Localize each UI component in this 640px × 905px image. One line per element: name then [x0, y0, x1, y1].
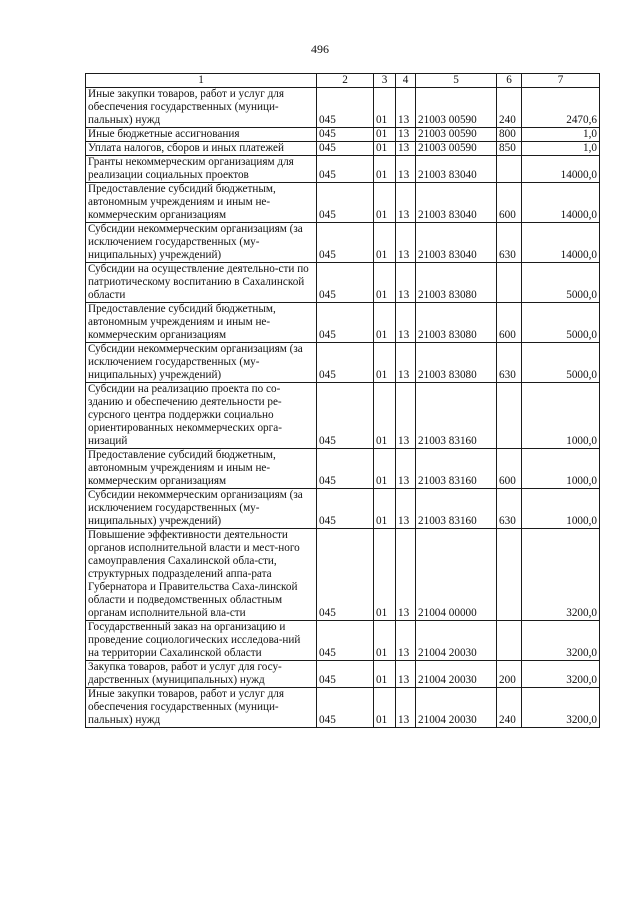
row-admin-code: 045 [317, 223, 374, 263]
row-section: 01 [374, 263, 396, 303]
row-expense-type: 800 [497, 128, 522, 142]
row-target-article: 21003 83160 [416, 489, 497, 529]
row-amount: 5000,0 [522, 343, 600, 383]
row-target-article: 21003 83080 [416, 343, 497, 383]
row-expense-type: 240 [497, 88, 522, 128]
row-target-article: 21004 20030 [416, 621, 497, 661]
table-row [86, 156, 600, 183]
row-section: 01 [374, 489, 396, 529]
row-section: 01 [374, 661, 396, 688]
row-name: Субсидии некоммерческим организациям (за исключением государственных (му-ниципальных) учреждений) [86, 343, 317, 383]
row-admin-code: 045 [317, 688, 374, 728]
table-row [86, 688, 600, 728]
row-name: Иные закупки товаров, работ и услуг для обеспечения государственных (муници-пальных) нужд [86, 88, 317, 128]
row-name: Субсидии на осуществление деятельно-сти по патриотическому воспитанию в Сахалинской области [86, 263, 317, 303]
row-expense-type: 600 [497, 303, 522, 343]
row-name: Предоставление субсидий бюджетным, автономным учреждениям и иным не-коммерческим организациям [86, 303, 317, 343]
table-row [86, 489, 600, 529]
row-target-article: 21003 83040 [416, 183, 497, 223]
row-admin-code: 045 [317, 661, 374, 688]
row-subsection: 13 [396, 128, 416, 142]
row-name: Закупка товаров, работ и услуг для госу-дарственных (муниципальных) нужд [86, 661, 317, 688]
row-name: Иные бюджетные ассигнования [86, 128, 317, 142]
row-section: 01 [374, 183, 396, 223]
row-expense-type: 600 [497, 183, 522, 223]
table-row [86, 529, 600, 621]
row-target-article: 21003 83160 [416, 383, 497, 449]
header-col-2: 2 [317, 74, 374, 88]
header-col-6: 6 [497, 74, 522, 88]
row-admin-code: 045 [317, 303, 374, 343]
row-subsection: 13 [396, 88, 416, 128]
row-name: Государственный заказ на организацию и проведение социологических исследова-ний на территории Сахалинской области [86, 621, 317, 661]
row-admin-code: 045 [317, 263, 374, 303]
row-target-article: 21003 83080 [416, 303, 497, 343]
row-amount: 14000,0 [522, 156, 600, 183]
row-target-article: 21003 83080 [416, 263, 497, 303]
header-col-1: 1 [86, 74, 317, 88]
row-expense-type: 600 [497, 449, 522, 489]
header-col-5: 5 [416, 74, 497, 88]
row-expense-type: 630 [497, 343, 522, 383]
row-admin-code: 045 [317, 183, 374, 223]
row-expense-type [497, 383, 522, 449]
table-row [86, 263, 600, 303]
row-section: 01 [374, 343, 396, 383]
row-section: 01 [374, 529, 396, 621]
row-admin-code: 045 [317, 489, 374, 529]
table-row [86, 88, 600, 128]
row-amount: 1,0 [522, 142, 600, 156]
row-amount: 1,0 [522, 128, 600, 142]
row-admin-code: 045 [317, 449, 374, 489]
row-expense-type: 200 [497, 661, 522, 688]
row-name: Субсидии некоммерческим организациям (за исключением государственных (му-ниципальных) учреждений) [86, 223, 317, 263]
row-amount: 1000,0 [522, 489, 600, 529]
row-target-article: 21004 20030 [416, 661, 497, 688]
row-name: Гранты некоммерческим организациям для реализации социальных проектов [86, 156, 317, 183]
row-admin-code: 045 [317, 621, 374, 661]
table-row [86, 223, 600, 263]
row-target-article: 21003 83040 [416, 223, 497, 263]
row-target-article: 21004 00000 [416, 529, 497, 621]
table-row [86, 343, 600, 383]
row-subsection: 13 [396, 343, 416, 383]
row-target-article: 21003 00590 [416, 142, 497, 156]
page-number: 496 [311, 42, 329, 56]
row-subsection: 13 [396, 183, 416, 223]
row-section: 01 [374, 383, 396, 449]
row-name: Предоставление субсидий бюджетным, автономным учреждениям и иным не-коммерческим организациям [86, 183, 317, 223]
row-target-article: 21003 00590 [416, 88, 497, 128]
row-section: 01 [374, 621, 396, 661]
header-col-3: 3 [374, 74, 396, 88]
row-target-article: 21004 20030 [416, 688, 497, 728]
table-row [86, 128, 600, 142]
row-name: Субсидии некоммерческим организациям (за исключением государственных (му-ниципальных) учреждений) [86, 489, 317, 529]
row-subsection: 13 [396, 489, 416, 529]
row-expense-type: 850 [497, 142, 522, 156]
row-subsection: 13 [396, 383, 416, 449]
row-section: 01 [374, 688, 396, 728]
row-admin-code: 045 [317, 343, 374, 383]
header-row [86, 74, 600, 88]
row-subsection: 13 [396, 529, 416, 621]
row-expense-type [497, 263, 522, 303]
table-row [86, 661, 600, 688]
row-amount: 5000,0 [522, 263, 600, 303]
row-amount: 1000,0 [522, 383, 600, 449]
row-section: 01 [374, 142, 396, 156]
row-admin-code: 045 [317, 88, 374, 128]
row-section: 01 [374, 303, 396, 343]
row-name: Субсидии на реализацию проекта по со-зданию и обеспечению деятельности ре-сурсного центра поддержки социально ориентированных некоммерческих орга-низаций [86, 383, 317, 449]
table-body [86, 88, 600, 728]
table-row [86, 383, 600, 449]
row-subsection: 13 [396, 661, 416, 688]
table-row [86, 183, 600, 223]
row-amount: 3200,0 [522, 661, 600, 688]
row-expense-type [497, 621, 522, 661]
table-row [86, 621, 600, 661]
row-subsection: 13 [396, 142, 416, 156]
row-section: 01 [374, 223, 396, 263]
row-section: 01 [374, 88, 396, 128]
row-amount: 3200,0 [522, 621, 600, 661]
row-target-article: 21003 83040 [416, 156, 497, 183]
row-amount: 1000,0 [522, 449, 600, 489]
row-subsection: 13 [396, 449, 416, 489]
row-subsection: 13 [396, 223, 416, 263]
row-target-article: 21003 83160 [416, 449, 497, 489]
row-name: Уплата налогов, сборов и иных платежей [86, 142, 317, 156]
row-subsection: 13 [396, 156, 416, 183]
row-admin-code: 045 [317, 156, 374, 183]
row-subsection: 13 [396, 263, 416, 303]
row-expense-type [497, 156, 522, 183]
row-admin-code: 045 [317, 142, 374, 156]
row-subsection: 13 [396, 303, 416, 343]
row-admin-code: 045 [317, 128, 374, 142]
row-expense-type: 630 [497, 489, 522, 529]
row-amount: 2470,6 [522, 88, 600, 128]
table-row [86, 303, 600, 343]
table-row [86, 142, 600, 156]
header-col-4: 4 [396, 74, 416, 88]
row-subsection: 13 [396, 621, 416, 661]
row-section: 01 [374, 449, 396, 489]
budget-table [85, 73, 600, 728]
row-admin-code: 045 [317, 383, 374, 449]
row-amount: 14000,0 [522, 183, 600, 223]
table-row [86, 449, 600, 489]
header-col-7: 7 [522, 74, 600, 88]
row-name: Иные закупки товаров, работ и услуг для обеспечения государственных (муници-пальных) нужд [86, 688, 317, 728]
row-target-article: 21003 00590 [416, 128, 497, 142]
row-subsection: 13 [396, 688, 416, 728]
row-expense-type: 630 [497, 223, 522, 263]
row-name: Предоставление субсидий бюджетным, автономным учреждениям и иным не-коммерческим организациям [86, 449, 317, 489]
row-name: Повышение эффективности деятельности органов исполнительной власти и мест-ного самоуправления Сахалинской обла-сти, структурных подразделений аппа-рата Губернатора и Правительства Саха-линской области и подведомственных областным органам исполнительной вла-сти [86, 529, 317, 621]
row-admin-code: 045 [317, 529, 374, 621]
row-amount: 5000,0 [522, 303, 600, 343]
row-amount: 14000,0 [522, 223, 600, 263]
row-expense-type [497, 529, 522, 621]
row-expense-type: 240 [497, 688, 522, 728]
row-section: 01 [374, 156, 396, 183]
row-amount: 3200,0 [522, 688, 600, 728]
row-amount: 3200,0 [522, 529, 600, 621]
row-section: 01 [374, 128, 396, 142]
